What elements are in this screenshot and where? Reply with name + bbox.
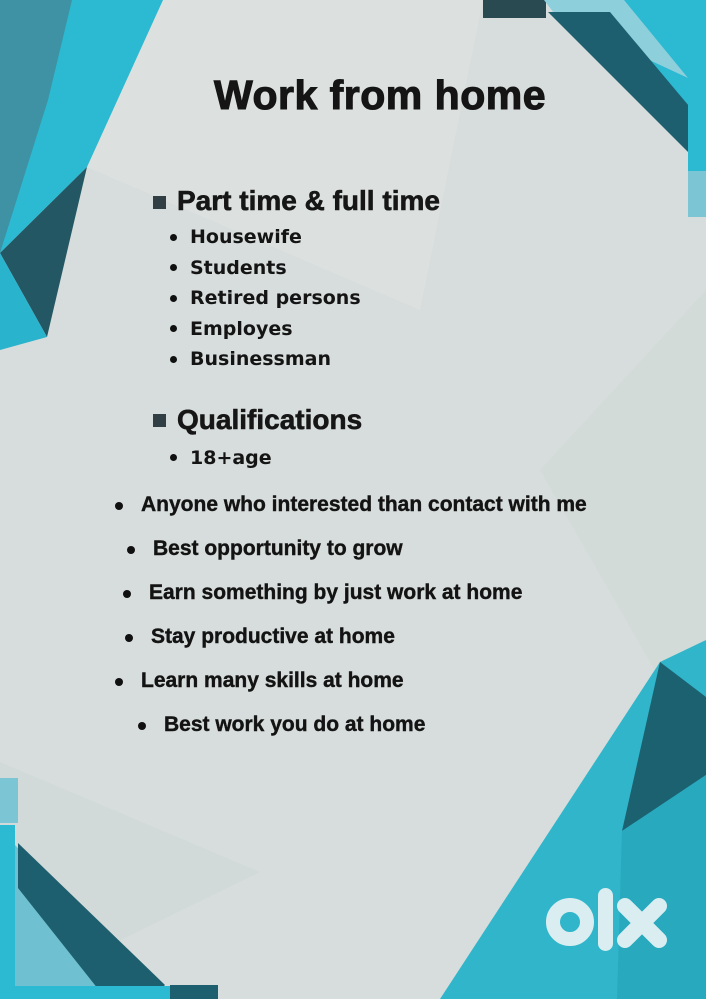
benefit-label: Stay productive at home <box>151 625 395 648</box>
left-pale-square <box>0 778 18 823</box>
bullet-dot-icon <box>170 295 177 302</box>
list-item <box>115 670 587 692</box>
bullet-dot-icon <box>170 234 177 241</box>
sections <box>153 184 440 473</box>
benefits-list <box>115 494 587 736</box>
bullet-dot-icon <box>138 722 146 730</box>
top-slate-bar <box>483 0 546 18</box>
olx-x <box>625 906 659 940</box>
bottom-cyan-strip <box>15 986 170 999</box>
list-item-label: Retired persons <box>190 287 361 310</box>
bullet-dot-icon <box>170 356 177 363</box>
bullet-dot-icon <box>170 325 177 332</box>
benefit-label: Earn something by just work at home <box>149 581 523 604</box>
list-item-label: 18+age <box>190 446 272 469</box>
bullet-dot-icon <box>127 546 135 554</box>
list-item-label: Employes <box>190 317 293 340</box>
list-item <box>170 222 440 253</box>
section-part-time <box>153 184 440 375</box>
left-cyan-column <box>0 825 15 999</box>
list-item <box>115 714 587 736</box>
audience-list <box>170 222 440 375</box>
list-item-label: Businessman <box>190 348 332 371</box>
benefit-label: Anyone who interested than contact with me <box>141 493 587 516</box>
section-qualifications <box>153 403 440 474</box>
bottom-dark-bar <box>170 985 218 999</box>
list-item-label: Students <box>190 256 287 279</box>
poster-title: Work from home <box>214 72 546 118</box>
list-item <box>170 443 440 474</box>
bullet-dot-icon <box>170 454 177 461</box>
bullet-dot-icon <box>115 502 123 510</box>
bullet-dot-icon <box>115 678 123 686</box>
square-bullet-icon <box>153 414 166 427</box>
qualifications-list <box>170 443 440 474</box>
benefit-label: Best work you do at home <box>164 713 426 736</box>
bullet-dot-icon <box>123 590 131 598</box>
right-pale-square <box>688 171 706 217</box>
list-item <box>115 494 587 516</box>
bullet-dot-icon <box>125 634 133 642</box>
section-heading: Part time & full time <box>177 185 440 216</box>
section-heading: Qualifications <box>177 403 363 435</box>
olx-bar <box>598 888 613 951</box>
list-item-label: Housewife <box>190 226 302 249</box>
bullet-dot-icon <box>170 264 177 271</box>
list-item <box>170 314 440 345</box>
benefit-label: Learn many skills at home <box>141 669 404 692</box>
list-item <box>170 283 440 314</box>
list-item <box>170 344 440 375</box>
list-item <box>115 626 587 648</box>
list-item <box>115 582 587 604</box>
benefit-label: Best opportunity to grow <box>153 537 403 560</box>
olx-logo <box>534 886 674 958</box>
olx-o <box>553 905 587 939</box>
section-heading-row <box>153 403 440 437</box>
olx-logo-icon <box>534 886 674 958</box>
list-item <box>170 253 440 284</box>
section-heading-row <box>153 184 440 218</box>
square-bullet-icon <box>153 196 166 209</box>
list-item <box>115 538 587 560</box>
